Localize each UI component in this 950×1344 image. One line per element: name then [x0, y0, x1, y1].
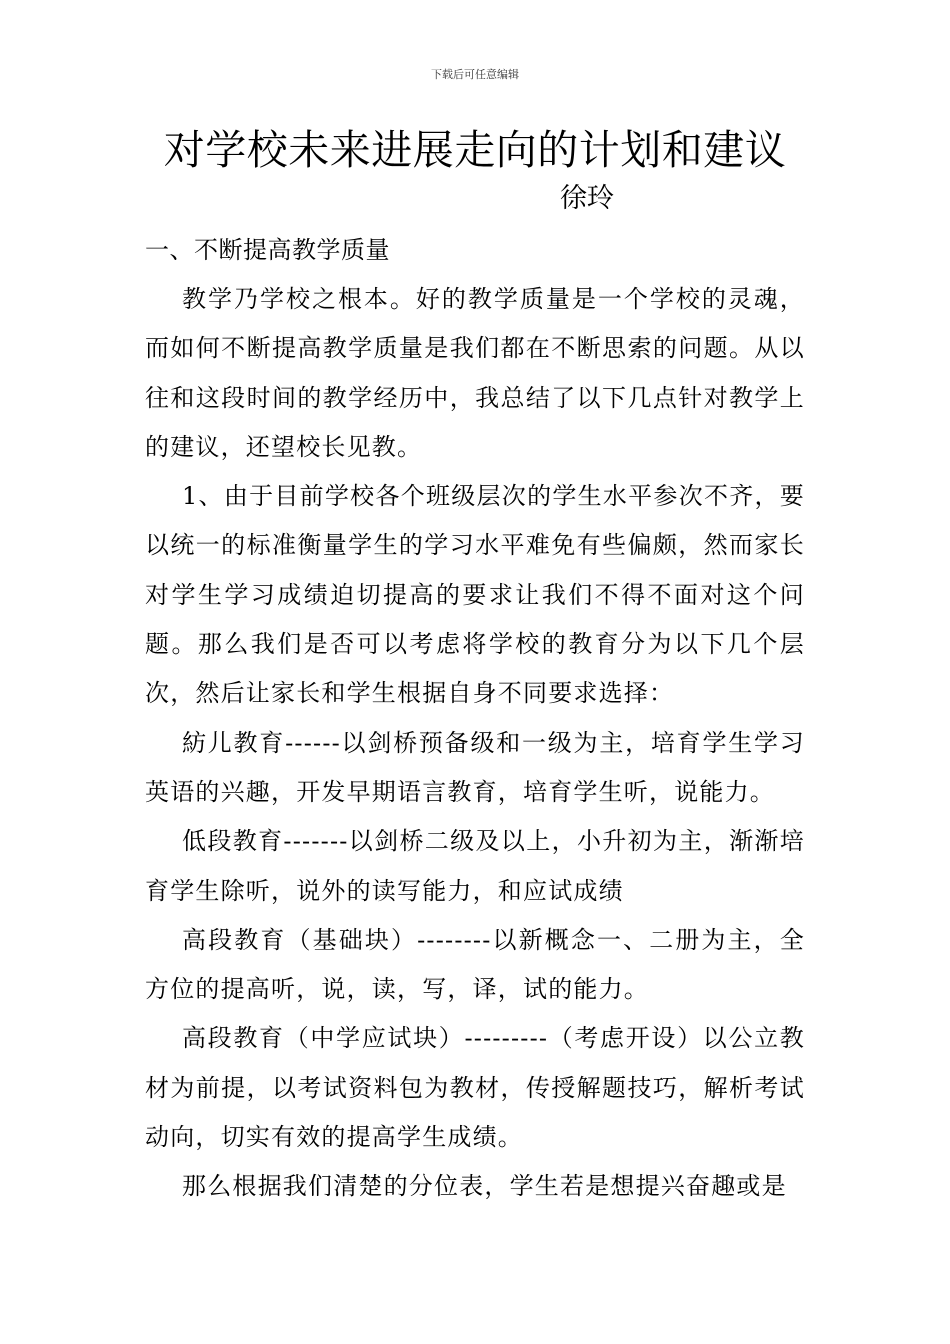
paragraph-conclusion: 那么根据我们清楚的分位表，学生若是想提兴奋趣或是: [182, 1172, 787, 1201]
document-body: [145, 228, 805, 1212]
paragraph-point-1: 1、由于目前学校各个班级层次的学生水平参次不齐，要以统一的标准衡量学生的学习水平难免有些偏颇，然而家长对学生学习成绩迫切提高的要求让我们不得不面对这个问题。那么我们是否可以考虑将学校的教育分为以下几个层次，然后让家长和学生根据自身不同要求选择：: [145, 482, 805, 708]
document-author: 徐玲: [560, 183, 614, 214]
document-title: 对学校未来进展走向的计划和建议: [163, 126, 787, 174]
paragraph-upper-basic-level: 高段教育（基础块）--------以新概念一、二册为主，全方位的提高听，说，读，写，译，试的能力。: [145, 925, 805, 1004]
section-heading: 一、不断提高教学质量: [145, 236, 390, 264]
paragraph-kindergarten-level: 紡儿教育------以剑桥预备级和一级为主，培育学生学习英语的兴趣，开发早期语言教育，培育学生听，说能力。: [145, 728, 805, 806]
paragraph-intro: 教学乃学校之根本。好的教学质量是一个学校的灵魂，而如何不断提高教学质量是我们都在不断思索的问题。从以往和这段时间的教学经历中，我总结了以下几点针对教学上的建议，还望校长见教。: [145, 285, 805, 461]
header-note: 下载后可任意编辑: [431, 68, 519, 81]
paragraph-upper-exam-level: 高段教育（中学应试块）---------（考虑开设）以公立教材为前提，以考试资料包为教材，传授解题技巧，解析考试动向，切实有效的提高学生成绩。: [145, 1024, 805, 1152]
paragraph-lower-level: 低段教育-------以剑桥二级及以上，小升初为主，渐渐培育学生除听，说外的读写能力，和应试成绩: [145, 827, 805, 905]
